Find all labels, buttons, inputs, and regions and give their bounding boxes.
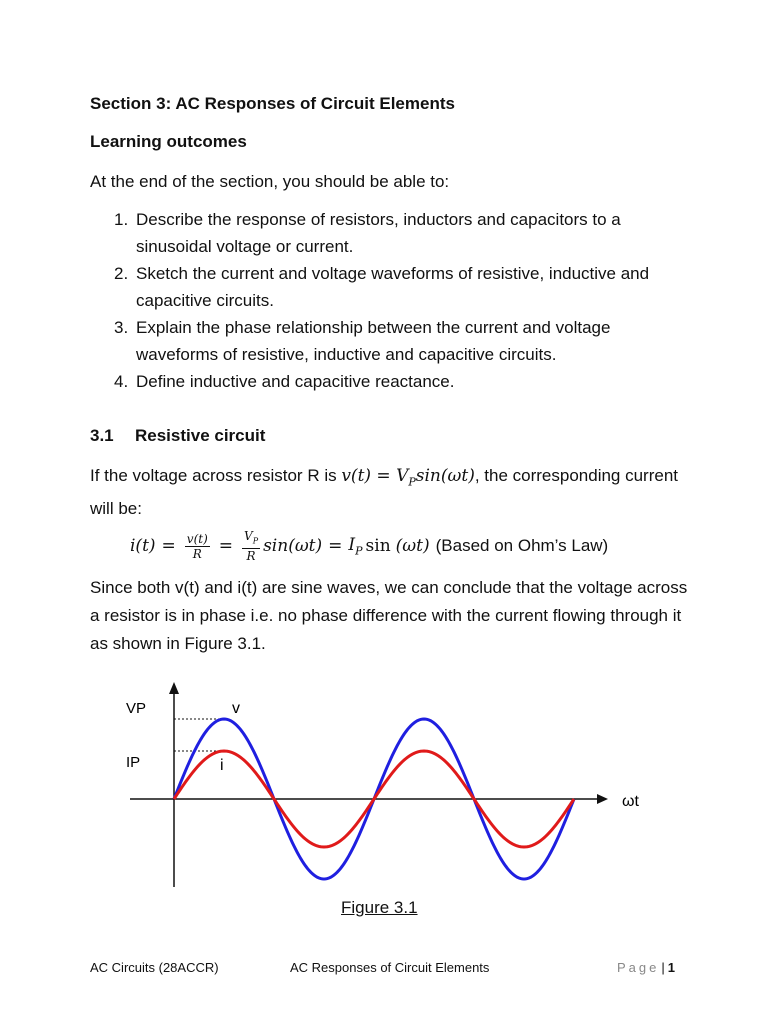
list-item-text: Explain the phase relationship between the current and voltage waveforms of resistive, inductive and capacitive circuits.	[136, 318, 611, 364]
list-item-text: Sketch the current and voltage waveforms of resistive, inductive and capacitive circuits.	[136, 264, 650, 310]
intro-text: At the end of the section, you should be able to:	[90, 172, 450, 191]
i-label: i	[220, 757, 224, 774]
list-item-text: Define inductive and capacitive reactance.	[136, 372, 455, 391]
footer-pipe: |	[661, 960, 665, 975]
learning-outcomes-heading: Learning outcomes	[90, 132, 247, 151]
eq-sin-word: sin	[365, 536, 391, 556]
voltage-expression	[341, 466, 475, 489]
frac-numerator	[242, 529, 260, 549]
list-number: 1.	[114, 210, 129, 229]
eq-fraction-vp-over-r	[242, 529, 260, 563]
vp-label	[126, 700, 146, 717]
frac-denominator: R	[246, 549, 256, 564]
eq-ip	[348, 535, 362, 557]
ohms-law-equation	[130, 526, 608, 566]
omega-t-label: ωt	[622, 793, 639, 810]
subsection-title: Resistive circuit	[135, 426, 266, 445]
footer-page-word: Page	[617, 960, 660, 975]
para1-after: , the corresponding current will be:	[90, 466, 679, 519]
voltage-math-after: sin(ωt)	[415, 466, 475, 486]
figure-caption: Figure 3.1	[341, 898, 418, 917]
list-number: 4.	[114, 372, 129, 391]
voltage-math: v(t) = V	[341, 466, 409, 486]
eq-lhs: i(t)	[130, 536, 156, 556]
frac-vp: V	[244, 528, 253, 543]
list-item	[90, 260, 680, 314]
footer-page	[617, 960, 675, 975]
list-number: 2.	[114, 264, 129, 283]
paragraph-voltage-definition	[90, 462, 690, 522]
eq-sine-term: sin(ωt)	[263, 536, 323, 556]
frac-vp-subscript: P	[252, 536, 259, 546]
eq-fraction-vt-over-r	[185, 532, 210, 561]
frac-numerator: v(t)	[186, 531, 208, 546]
subsection-number: 3.1	[90, 426, 114, 445]
para1-before: If the voltage across resistor R is	[90, 466, 342, 485]
list-item	[90, 206, 680, 260]
learning-outcomes-list	[90, 206, 680, 395]
eq-ip-subscript: P	[355, 544, 363, 558]
v-label: v	[232, 700, 240, 717]
list-number: 3.	[114, 318, 129, 337]
x-axis-arrowhead	[597, 794, 608, 804]
frac-denominator: R	[192, 546, 202, 561]
list-item	[90, 368, 680, 395]
eq-ip-letter: I	[348, 534, 356, 555]
subsection-heading	[90, 426, 265, 446]
eq-equals: =	[328, 536, 343, 556]
y-axis-arrowhead	[169, 682, 179, 694]
paragraph-in-phase: Since both v(t) and i(t) are sine waves, we can conclude that the voltage across a resistor is in phase i.e. no phase difference with the current flowing through it as shown in Figure 3.1.	[90, 578, 688, 653]
list-item-text: Describe the response of resistors, inductors and capacitors to a sinusoidal voltage or current.	[136, 210, 621, 256]
eq-equals: =	[161, 536, 176, 556]
footer-page-number: 1	[667, 960, 675, 975]
ip-label-text: IP	[126, 754, 141, 771]
sine-waveform-figure	[110, 672, 670, 892]
section-title: Section 3: AC Responses of Circuit Elements	[90, 94, 455, 113]
eq-equals: =	[218, 536, 234, 556]
vp-label-text: VP	[126, 700, 147, 717]
voltage-subscript: P	[408, 475, 416, 489]
list-item	[90, 314, 680, 368]
footer-title: AC Responses of Circuit Elements	[290, 960, 490, 975]
eq-note: (Based on Ohm’s Law)	[435, 536, 609, 555]
footer-course: AC Circuits (28ACCR)	[90, 960, 219, 975]
ip-label	[126, 754, 140, 771]
eq-sin-arg: (ωt)	[395, 536, 430, 556]
